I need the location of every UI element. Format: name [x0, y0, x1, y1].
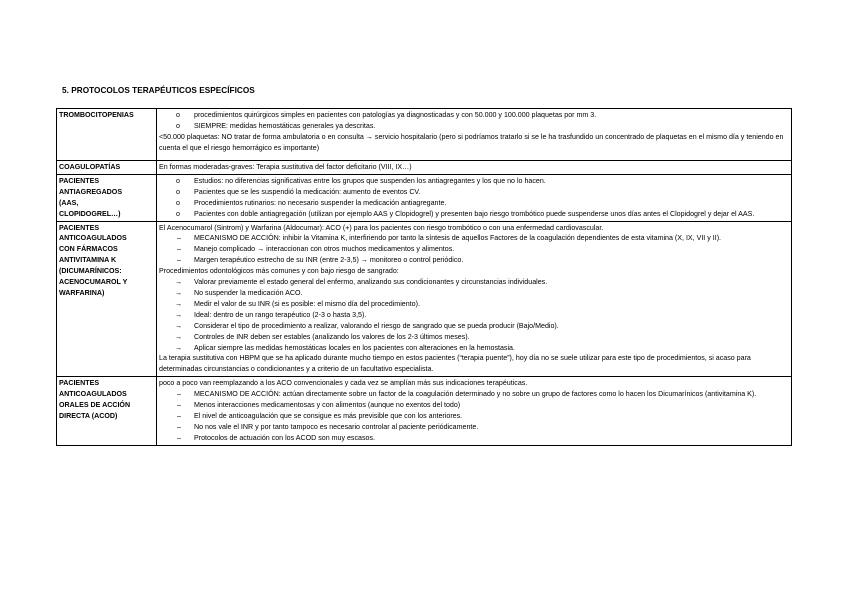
label-line: (AAS,	[59, 198, 79, 207]
label-line: DIRECTA (ACOD)	[59, 411, 118, 420]
list-item: o Procedimientos rutinarios: no necesario suspender la medicación antiagregante.	[159, 198, 789, 209]
row-content	[157, 221, 792, 377]
table-row	[57, 109, 792, 161]
table-row	[57, 377, 792, 445]
row-content	[157, 161, 792, 175]
row-label	[57, 109, 157, 161]
label-line: COAGULOPATÍAS	[59, 163, 121, 171]
paragraph: Procedimientos odontológicos más comunes y con bajo riesgo de sangrado:	[159, 267, 399, 276]
list-item: – MECANISMO DE ACCIÓN: actúan directamente sobre un factor de la coagulación determinado y no sobre un grupo de factores como lo hacen los Dicumarínicos (antivitamina K).	[159, 389, 789, 400]
label-line: ANTIAGREGADOS	[59, 187, 123, 196]
label-line: CLOPIDOGREL…)	[59, 209, 121, 218]
label-line: ANTICOAGULADOS	[59, 234, 127, 243]
label-line: PACIENTES	[59, 223, 100, 232]
row-label	[57, 221, 157, 377]
label-line: ORALES DE ACCIÓN	[59, 401, 131, 410]
table-row	[57, 174, 792, 221]
list-item: → Considerar el tipo de procedimiento a realizar, valorando el riesgo de sangrado que se pueda producir (Bajo/Medio).	[159, 321, 789, 332]
list-item: – Protocolos de actuación con los ACOD son muy escasos.	[159, 433, 789, 444]
row-content	[157, 109, 792, 161]
list-item: o SIEMPRE: medidas hemostáticas generales ya descritas.	[159, 121, 789, 132]
paragraph: El Acenocumarol (Sintrom) y Warfarina (Aldocumar): ACO (+) para los pacientes con riesgo trombótico o con una enfermedad cardiovascular.	[159, 223, 604, 232]
list-item: → No suspender la medicación ACO.	[159, 288, 789, 299]
list-item: o Estudios: no diferencias significativas entre los grupos que suspenden los antiagregantes y los que no lo hacen.	[159, 176, 789, 187]
list-item: – El nivel de anticoagulación que se consigue es más previsible que con los anteriores.	[159, 411, 789, 422]
list-item: o procedimientos quirúrgicos simples en pacientes con patologías ya diagnosticadas y con 50.000 y 100.000 plaquetas por mm 3.	[159, 110, 789, 121]
paragraph: poco a poco van reemplazando a los ACO convencionales y cada vez se amplían más sus indicaciones terapéuticas.	[159, 379, 528, 388]
label-line: ANTIVITAMINA K	[59, 256, 117, 265]
label-line: ACENOCUMAROL Y	[59, 278, 128, 287]
list-item: – Margen terapéutico estrecho de su INR (entre 2-3,5) → monitoreo o control periódico.	[159, 255, 789, 266]
list-item: → Ideal: dentro de un rango terapéutico (2-3 o hasta 3,5).	[159, 310, 789, 321]
label-line: PACIENTES	[59, 379, 100, 388]
section-title: 5. PROTOCOLOS TERAPÉUTICOS ESPECÍFICOS	[62, 86, 255, 95]
list-item: – Menos interacciones medicamentosas y con alimentos (aunque no exentos del todo)	[159, 400, 789, 411]
list-item: → Aplicar siempre las medidas hemostáticas locales en los pacientes con alteraciones en la hemostasia.	[159, 343, 789, 354]
list-item: → Medir el valor de su INR (si es posible: el mismo día del procedimiento).	[159, 299, 789, 310]
list-item: – MECANISMO DE ACCIÓN: inhibir la Vitamina K, interfiriendo por tanto la síntesis de aquellos Factores de la coagulación dependientes de esta vitamina (X, IX, VII y II).	[159, 233, 789, 244]
list-item: o Pacientes que se les suspendió la medicación: aumento de eventos CV.	[159, 187, 789, 198]
label-line: (DICUMARÍNICOS:	[59, 267, 122, 276]
table-row	[57, 221, 792, 377]
list-item: → Valorar previamente el estado general del enfermo, analizando sus condicionantes y circunstancias individuales.	[159, 277, 789, 288]
label-line: TROMBOCITOPENIAS	[59, 111, 134, 119]
paragraph: En formas moderadas-graves: Terapia sustitutiva del factor deficitario (VIII, IX…)	[159, 163, 412, 171]
row-label	[57, 174, 157, 221]
label-line: WARFARINA)	[59, 288, 105, 297]
list-item: o Pacientes con doble antiagregación (utilizan por ejemplo AAS y Clopidogrel) y presenten bajo riesgo trombótico puede suspenderse unos días antes el Clopidogrel y dejar el AAS.	[159, 209, 789, 220]
label-line: PACIENTES	[59, 176, 100, 185]
list-item: → Controles de INR deben ser estables (analizando los valores de los 2-3 últimos meses).	[159, 332, 789, 343]
paragraph: <50.000 plaquetas: NO tratar de forma ambulatoria o en consulta → servicio hospitalario (pero si podríamos tratarlo si se le ha trasfundido un concentrado de plaquetas en el mismo día y teniendo en cuenta el que el riesgo hemorrágico es importante)	[159, 132, 784, 152]
paragraph: La terapia sustitutiva con HBPM que se ha aplicado durante mucho tiempo en estos pacientes (“terapia puente”), hoy día no se suele utilizar para este tipo de procedimientos, si acaso para determinadas circunstancias o condicionantes y a criterio de un facultativo especialista.	[159, 354, 751, 374]
row-label	[57, 377, 157, 445]
label-line: ANTICOAGULADOS	[59, 390, 127, 399]
protocols-table	[56, 108, 792, 446]
list-item: – Manejo complicado → interaccionan con otros muchos medicamentos y alimentos.	[159, 244, 789, 255]
label-line: CON FÁRMACOS	[59, 245, 118, 254]
row-label	[57, 161, 157, 175]
row-content	[157, 174, 792, 221]
row-content	[157, 377, 792, 445]
table-row	[57, 161, 792, 175]
list-item: – No nos vale el INR y por tanto tampoco es necesario controlar al paciente periódicamente.	[159, 422, 789, 433]
